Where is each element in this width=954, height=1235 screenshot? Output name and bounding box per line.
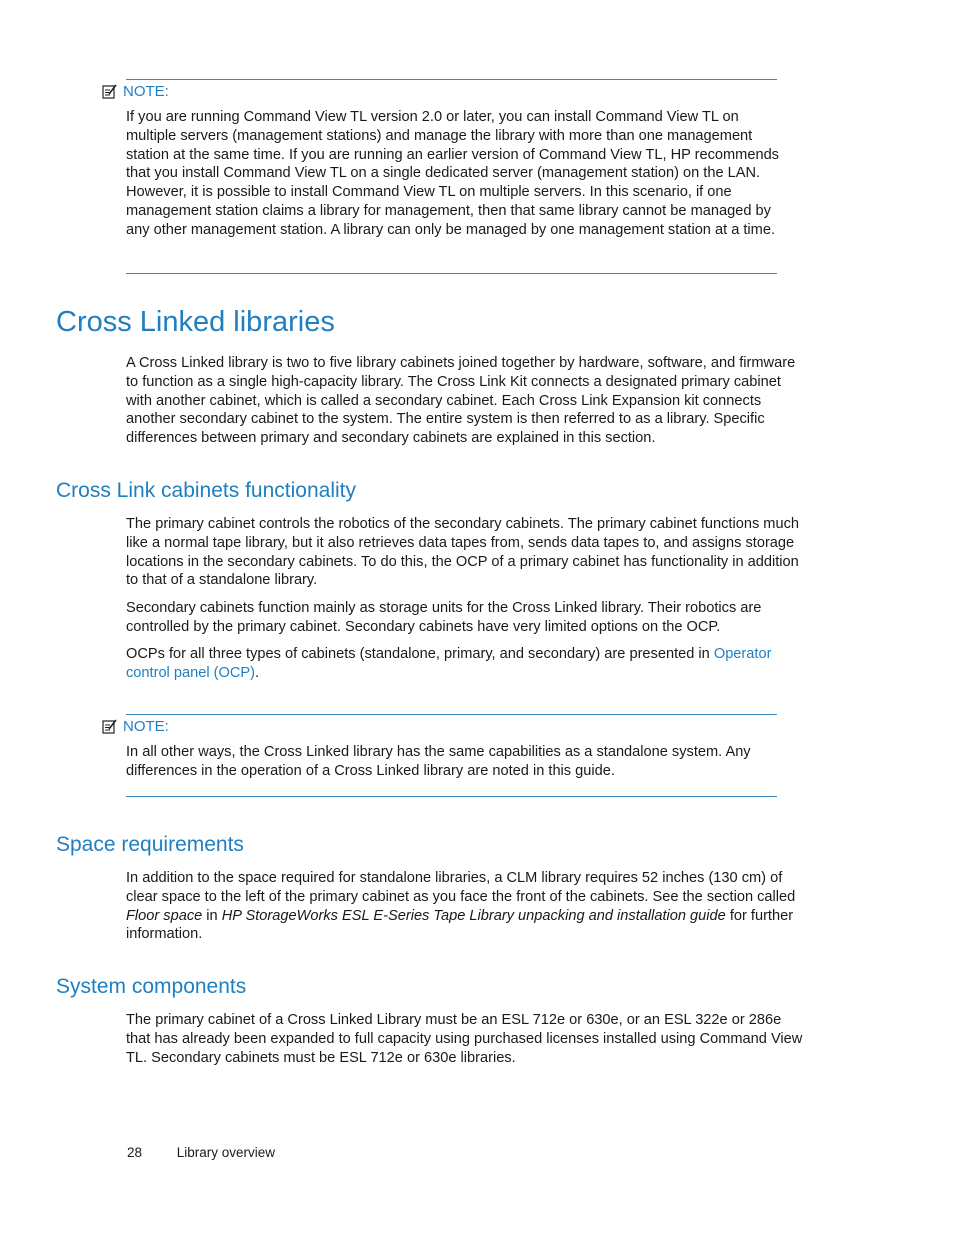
note-header-1	[102, 83, 169, 100]
components-paragraph: The primary cabinet of a Cross Linked Library must be an ESL 712e or 630e, or an ESL 322e or 286e that has already been expanded to full capacity using purchased licenses installed using Command View TL. Secondary cabinets must be ESL 712e or 630e libraries.	[126, 1012, 803, 1066]
intro-paragraph: A Cross Linked library is two to five library cabinets joined together by hardware, software, and firmware to function as a single high-capacity library. The Cross Link Kit connects a designated primary cabinet with another cabinet, which is called a secondary cabinet. Each Cross Link Expansion kit connects another secondary cabinet to the system. The entire system is then referred to as a library. Specific differences between primary and secondary cabinets are explained in this section.	[126, 355, 796, 447]
page-title: Cross Linked libraries	[56, 306, 335, 338]
space-text-end: for further information.	[126, 907, 794, 943]
note-header-2	[102, 718, 169, 735]
section-heading-components: System components	[56, 975, 247, 998]
ocp-link[interactable]: Operator control panel (OCP)	[126, 646, 772, 681]
functionality-paragraph-2: Secondary cabinets function mainly as storage units for the Cross Linked library. Their robotics are controlled by the primary cabinet. Secondary cabinets have very limited options on the OCP.	[126, 600, 762, 635]
note-pad-icon	[102, 84, 117, 99]
note-label: NOTE:	[123, 718, 169, 735]
note-label: NOTE:	[123, 83, 169, 100]
note-text: In all other ways, the Cross Linked library has the same capabilities as a standalone system. Any differences in the operation of a Cross Linked library are noted in this guide.	[126, 744, 751, 779]
page-footer	[127, 1145, 275, 1160]
note-box-1	[123, 79, 779, 274]
chapter-title: Library overview	[176, 1145, 276, 1160]
note-text: If you are running Command View TL version 2.0 or later, you can install Command View TL on multiple servers (management stations) and manage the library with more than one management station at the same time. If you are running an earlier version of Command View TL, HP recommends that you install Command View TL on a single dedicated server (management station) on the LAN. However, it is possible to install Command View TL on multiple servers. In this scenario, if one management station claims a library for management, then that same library cannot be managed by any other management station. A library can only be managed by one management station at a time.	[126, 109, 779, 238]
functionality-paragraph-3-end: .	[254, 664, 260, 681]
functionality-paragraph-3-text: OCPs for all three types of cabinets (standalone, primary, and secondary) are presented in	[126, 646, 714, 662]
space-text-mid: in	[202, 907, 222, 924]
note-pad-icon	[102, 719, 117, 734]
guide-title: HP StorageWorks ESL E-Series Tape Library unpacking and installation guide	[221, 907, 726, 924]
space-paragraph	[126, 869, 806, 944]
section-heading-space: Space requirements	[56, 833, 244, 856]
section-heading-functionality: Cross Link cabinets functionality	[56, 479, 356, 502]
functionality-paragraph-3	[126, 645, 806, 683]
functionality-paragraph-1: The primary cabinet controls the robotics of the secondary cabinets. The primary cabinet functions much like a normal tape library, but it also retrieves data tapes from, sends data tapes to, and assigns storage locations in the secondary cabinets. To do this, the OCP of a primary cabinet has functionality in addition to that of a standalone library.	[126, 516, 799, 589]
page-number: 28	[127, 1145, 143, 1160]
note-box-2	[123, 714, 777, 797]
space-text-start: In addition to the space required for standalone libraries, a CLM library requires 52 inches (130 cm) of clear space to the left of the primary cabinet as you face the front of the cabinets. See the section called	[126, 870, 796, 905]
floor-space-title: Floor space	[126, 907, 203, 924]
